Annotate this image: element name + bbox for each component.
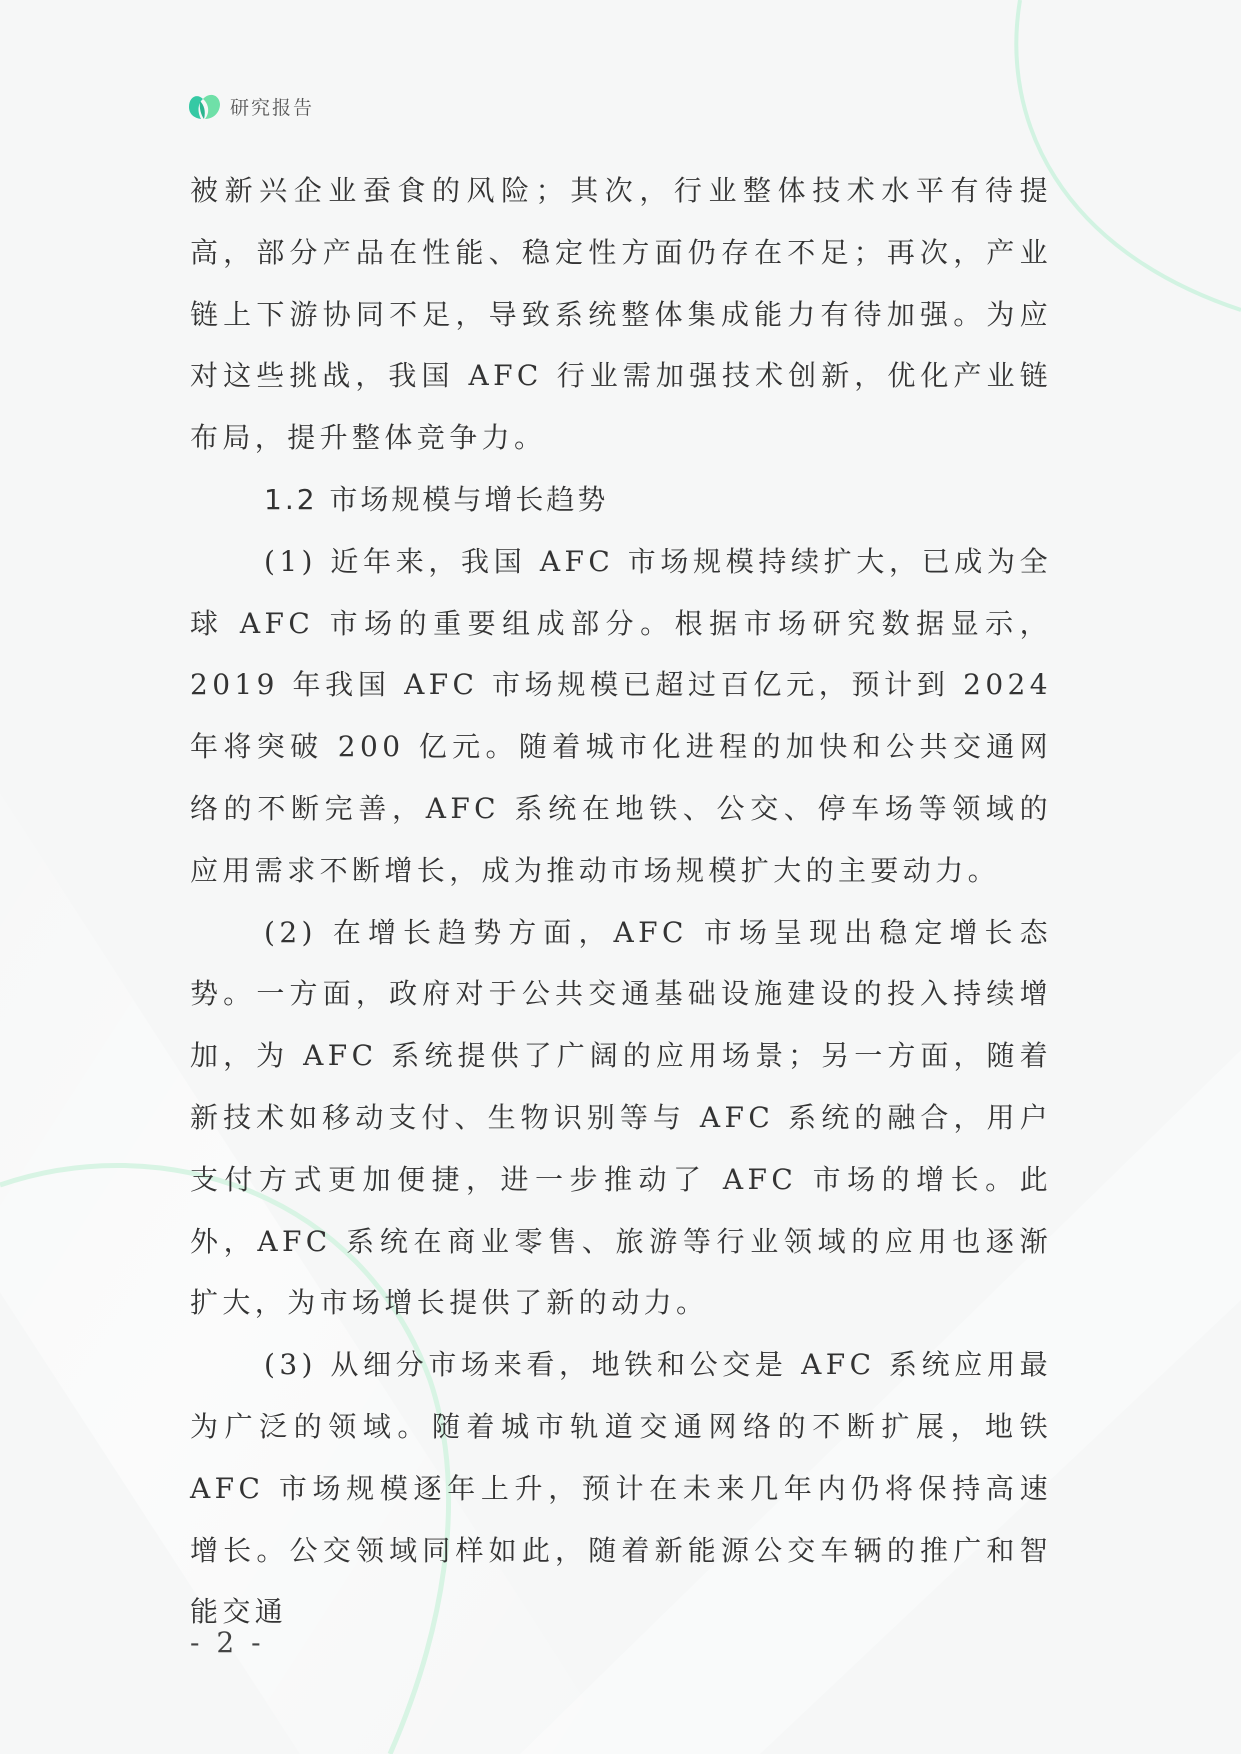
report-header-title: 研究报告 [230, 96, 315, 119]
paragraph-1: (1) 近年来，我国 AFC 市场规模持续扩大，已成为全球 AFC 市场的重要组成部分。根据市场研究数据显示，2019 年我国 AFC 市场规模已超过百亿元，预计到 2024 年将突破 200 亿元。随着城市化进程的加快和公共交通网络的不断完善，AFC 系统在地铁、公交、停车场等领域的应用需求不断增长，成为推动市场规模扩大的主要动力。 [190, 544, 1052, 887]
page-number: - 2 - [190, 1626, 265, 1659]
report-header [186, 86, 314, 126]
paragraph-2: (2) 在增长趋势方面，AFC 市场呈现出稳定增长态势。一方面，政府对于公共交通基础设施建设的投入持续增加，为 AFC 系统提供了广阔的应用场景；另一方面，随着新技术如移动支付、生物识别等与 AFC 系统的融合，用户支付方式更加便捷，进一步推动了 AFC 市场的增长。此外，AFC 系统在商业零售、旅游等行业领域的应用也逐渐扩大，为市场增长提供了新的动力。 [190, 915, 1052, 1320]
section-heading-1-2: 1.2 市场规模与增长趋势 [264, 482, 609, 516]
paragraph-3: (3) 从细分市场来看，地铁和公交是 AFC 系统应用最为广泛的领域。随着城市轨道交通网络的不断扩展，地铁 AFC 市场规模逐年上升，预计在未来几年内仍将保持高速增长。公交领域同样如此，随着新能源公交车辆的推广和智能交通 [190, 1348, 1052, 1629]
paragraph-continuation: 被新兴企业蚕食的风险；其次，行业整体技术水平有待提高，部分产品在性能、稳定性方面仍存在不足；再次，产业链上下游协同不足，导致系统整体集成能力有待加强。为应对这些挑战，我国 AFC 行业需加强技术创新，优化产业链布局，提升整体竞争力。 [190, 174, 1052, 455]
document-body [190, 160, 1052, 1643]
brand-leaf-logo-icon [186, 89, 222, 123]
